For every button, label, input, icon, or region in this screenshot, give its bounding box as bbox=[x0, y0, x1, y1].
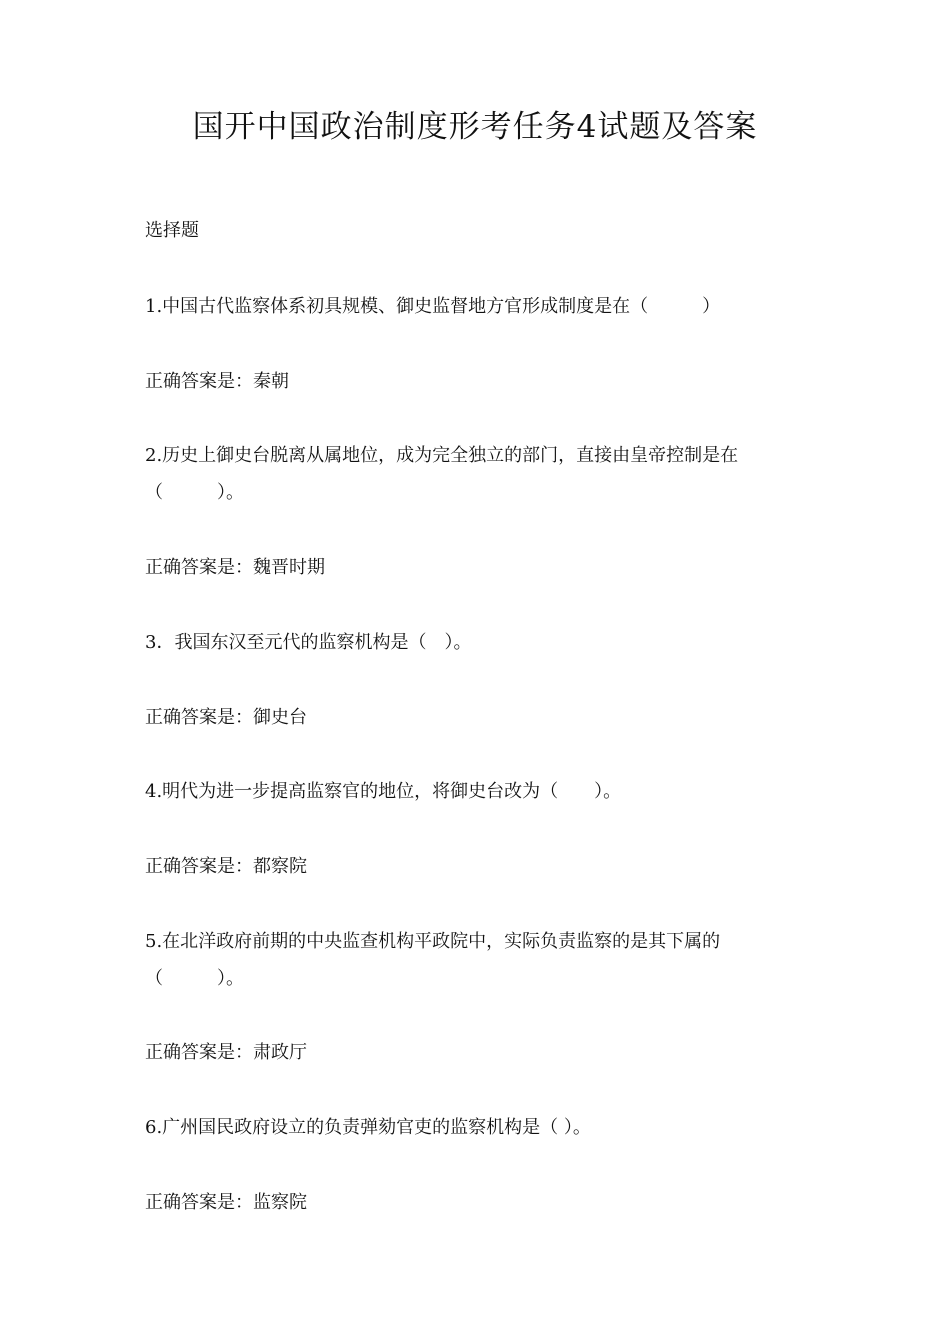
question-6-answer: 正确答案是：监察院 bbox=[145, 1192, 307, 1213]
question-4-text: 4.明代为进一步提高监察官的地位，将御史台改为（ ）。 bbox=[145, 781, 622, 802]
question-2-text-continued: （ ）。 bbox=[145, 482, 244, 503]
document-title: 国开中国政治制度形考任务4试题及答案 bbox=[192, 109, 758, 145]
question-1-answer: 正确答案是：秦朝 bbox=[145, 371, 289, 392]
question-1-text: 1.中国古代监察体系初具规模、御史监督地方官形成制度是在（ ） bbox=[145, 296, 721, 317]
question-6-text: 6.广州国民政府设立的负责弹劾官吏的监察机构是（ ）。 bbox=[145, 1117, 591, 1138]
question-3-answer: 正确答案是：御史台 bbox=[145, 707, 307, 728]
question-5-text-continued: （ ）。 bbox=[145, 968, 244, 989]
section-heading: 选择题 bbox=[145, 220, 199, 241]
question-2-answer: 正确答案是：魏晋时期 bbox=[145, 557, 325, 578]
question-3-text: 3．我国东汉至元代的监察机构是（ ）。 bbox=[145, 632, 472, 653]
question-2-text: 2.历史上御史台脱离从属地位，成为完全独立的部门，直接由皇帝控制是在 bbox=[145, 445, 739, 466]
question-5-answer: 正确答案是：肃政厅 bbox=[145, 1042, 307, 1063]
question-4-answer: 正确答案是：都察院 bbox=[145, 856, 307, 877]
question-5-text: 5.在北洋政府前期的中央监查机构平政院中，实际负责监察的是其下属的 bbox=[145, 931, 721, 952]
